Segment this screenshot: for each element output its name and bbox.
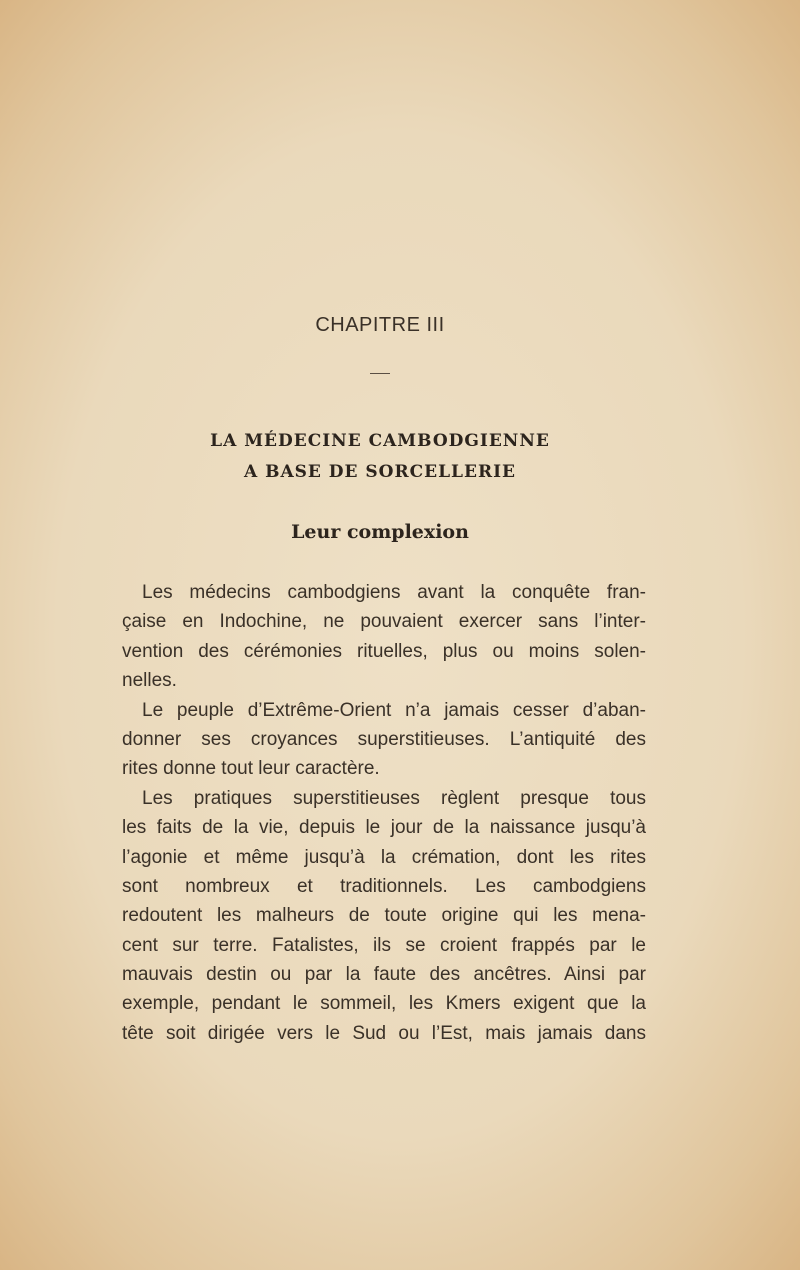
section-subtitle: Leur complexion	[291, 521, 469, 543]
text-line: rites donne tout leur caractère.	[122, 758, 380, 780]
text-line: vention des cérémonies rituelles, plus ou moins solen-	[122, 640, 646, 662]
text-line: Le peuple d’Extrême-Orient n’a jamais cesser d’aban-	[142, 699, 646, 721]
chapter-title-line-2: A BASE DE SORCELLERIE	[243, 462, 517, 482]
chapter-title-line-1: LA MÉDECINE CAMBODGIENNE	[210, 431, 550, 451]
text-line: exemple, pendant le sommeil, les Kmers exigent que la	[122, 993, 646, 1015]
text-line: cent sur terre. Fatalistes, ils se croient frappés par le	[122, 934, 646, 956]
chapter-title	[0, 426, 760, 488]
text-line: tête soit dirigée vers le Sud ou l’Est, mais jamais dans	[122, 1022, 646, 1044]
text-line: redoutent les malheurs de toute origine qui les mena-	[122, 905, 646, 927]
text-line: donner ses croyances superstitieuses. L’antiquité des	[122, 728, 646, 750]
chapter-heading: CHAPITRE III	[315, 314, 445, 336]
text-line: çaise en Indochine, ne pouvaient exercer sans l’inter-	[122, 611, 646, 633]
text-line: mauvais destin ou par la faute des ancêtres. Ainsi par	[122, 964, 646, 986]
body-text	[122, 578, 646, 1048]
text-line: Les médecins cambodgiens avant la conquête fran-	[142, 582, 646, 603]
text-line: Les pratiques superstitieuses règlent presque tous	[142, 787, 646, 809]
text-line: les faits de la vie, depuis le jour de la naissance jusqu’à	[122, 817, 646, 839]
text-line: sont nombreux et traditionnels. Les cambodgiens	[122, 875, 646, 897]
text-line: l’agonie et même jusqu’à la crémation, dont les rites	[122, 846, 646, 868]
separator-dash	[370, 373, 390, 374]
text-line: nelles.	[122, 670, 177, 692]
